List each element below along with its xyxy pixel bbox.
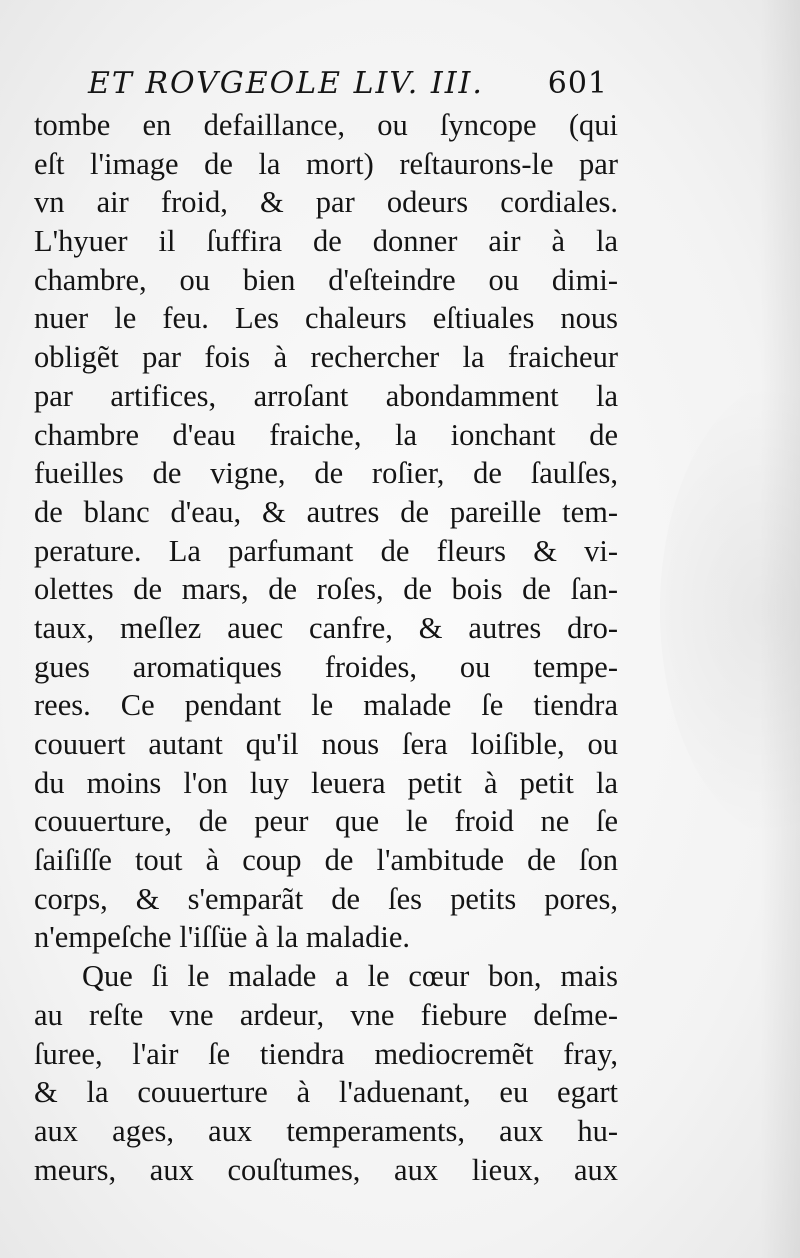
running-title: ET ROVGEOLE LIV. III.	[88, 66, 484, 101]
text-line: de blanc d'eau, & autres de pareille tem-	[34, 494, 618, 529]
text-line: ſaiſiſſe tout à coup de l'ambitude de ſon	[34, 843, 618, 878]
text-line: eſt l'image de la mort) reſtaurons-le par	[34, 146, 618, 181]
text-line: n'empeſche l'iſſüe à la maladie.	[34, 920, 410, 955]
text-line: chambre d'eau fraiche, la ionchant de	[34, 417, 618, 452]
text-line: ſuree, l'air ſe tiendra mediocremẽt fray,	[34, 1036, 618, 1071]
text-line: Que ſi le malade a le cœur bon, mais	[82, 959, 618, 994]
text-line: du moins l'on luy leuera petit à petit la	[34, 765, 618, 800]
text-line: tombe en defaillance, ou ſyncope (qui	[34, 108, 618, 142]
body-text	[34, 106, 618, 1189]
text-line: nuer le feu. Les chaleurs eſtiuales nous	[34, 301, 618, 336]
text-line: & la couuerture à l'aduenant, eu egart	[34, 1075, 618, 1110]
text-line: perature. La parfumant de fleurs & vi-	[34, 533, 618, 568]
text-line: vn air froid, & par odeurs cordiales.	[34, 185, 618, 220]
text-line: gues aromatiques froides, ou tempe-	[34, 649, 618, 684]
text-line: fueilles de vigne, de roſier, de ſaulſes,	[34, 456, 618, 491]
text-line: couuert autant qu'il nous ſera loiſible, ou	[34, 727, 618, 761]
text-line: obligẽt par fois à rechercher la fraicheur	[34, 340, 618, 375]
text-line: meurs, aux couſtumes, aux lieux, aux	[34, 1152, 618, 1187]
text-line: par artifices, arroſant abondamment la	[34, 378, 618, 413]
text-line: chambre, ou bien d'eſteindre ou dimi-	[34, 262, 618, 297]
text-line: couuerture, de peur que le froid ne ſe	[34, 804, 618, 839]
page-edge-shadow	[760, 0, 800, 1258]
text-line: au reſte vne ardeur, vne fiebure deſme-	[34, 997, 618, 1032]
text-line: L'hyuer il ſuffira de donner air à la	[34, 224, 618, 259]
text-line: aux ages, aux temperaments, aux hu-	[34, 1113, 618, 1148]
text-line: olettes de mars, de roſes, de bois de ſan-	[34, 572, 618, 607]
text-line: rees. Ce pendant le malade ſe tiendra	[34, 688, 618, 723]
page-number: 601	[547, 66, 608, 101]
text-line: taux, meſlez auec canfre, & autres dro-	[34, 610, 618, 645]
text-line: corps, & s'emparãt de ſes petits pores,	[34, 881, 618, 916]
